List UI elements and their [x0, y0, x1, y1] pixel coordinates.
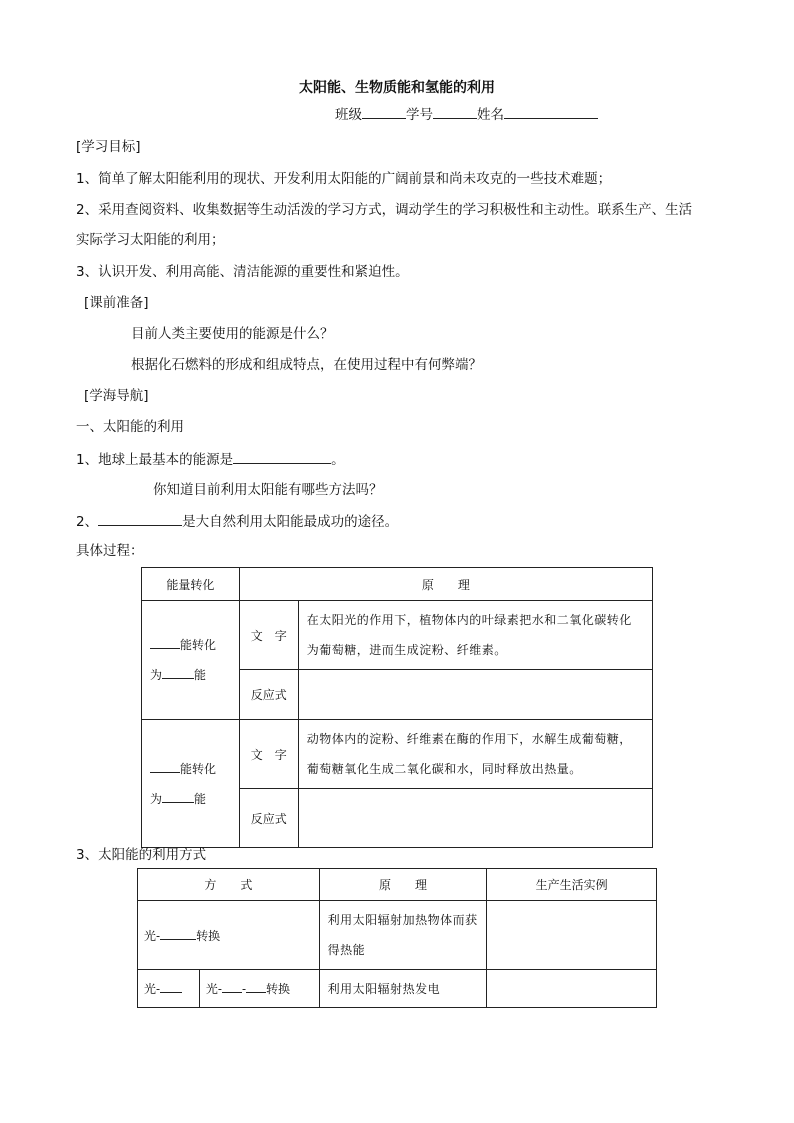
prep-heading: [课前准备]: [84, 295, 149, 311]
energy-conversion-table: [141, 567, 653, 848]
method-cell-b: 光- - 转换: [199, 970, 319, 1008]
goal-item-3: 3、认识开发、利用高能、清洁能源的重要性和紧迫性。: [76, 264, 409, 280]
principle-cell: 利用太阳辐射加热物体而获得热能: [319, 901, 487, 970]
conversion-blank[interactable]: [160, 927, 196, 940]
solar-usage-table: [137, 868, 657, 1008]
number-blank[interactable]: [433, 104, 477, 119]
energy-blank[interactable]: [162, 790, 194, 803]
energy-blank[interactable]: [162, 666, 194, 679]
conversion-blank[interactable]: [246, 980, 266, 993]
class-blank[interactable]: [362, 104, 406, 119]
goal-item-1: 1、简单了解太阳能利用的现状、开发利用太阳能的广阔前景和尚未攻克的一些技术难题；: [76, 171, 612, 187]
text-label: 文 字: [239, 720, 298, 789]
table-row: [138, 901, 657, 970]
student-info-line: [335, 104, 598, 125]
question-2: 2、 是大自然利用太阳能最成功的途径。: [76, 511, 398, 532]
goal-item-2-cont: 实际学习太阳能的利用；: [76, 232, 225, 248]
principle-cell: 利用太阳辐射热发电: [319, 970, 487, 1008]
prep-question-1: 目前人类主要使用的能源是什么？: [131, 326, 334, 342]
table-row: [142, 720, 653, 789]
photosynthesis-text: 在太阳光的作用下，植物体内的叶绿素把水和二氧化碳转化为葡萄糖，进而生成淀粉、纤维素。: [298, 601, 652, 670]
method-cell: 光- 转换: [138, 901, 320, 970]
header-principle: 原 理: [319, 869, 487, 901]
conversion-blank[interactable]: [160, 980, 182, 993]
goals-heading: [学习目标]: [76, 139, 141, 155]
equation-label: 反应式: [239, 670, 298, 720]
page-title: 太阳能、生物质能和氢能的利用: [299, 80, 495, 96]
section-1-heading: 一、太阳能的利用: [76, 419, 184, 435]
table-row: [142, 601, 653, 670]
section-3-heading: 3、太阳能的利用方式: [76, 847, 207, 863]
process-label: 具体过程：: [76, 543, 144, 559]
photosynthesis-blank[interactable]: [98, 511, 182, 526]
table-header-row: [138, 869, 657, 901]
example-cell[interactable]: [487, 901, 657, 970]
goal-item-2: 2、采用查阅资料、收集数据等生动活泼的学习方式，调动学生的学习积极性和主动性。联系生产、生活: [76, 202, 693, 218]
header-energy-conversion: 能量转化: [142, 568, 240, 601]
table-header-row: [142, 568, 653, 601]
equation-answer-cell[interactable]: [298, 670, 652, 720]
text-label: 文 字: [239, 601, 298, 670]
methods-question: 你知道目前利用太阳能有哪些方法吗？: [153, 482, 383, 498]
header-example: 生产生活实例: [487, 869, 657, 901]
basic-energy-blank[interactable]: [233, 449, 331, 464]
energy-conversion-cell-2: 能转化 为 能: [142, 720, 240, 848]
prep-question-2: 根据化石燃料的形成和组成特点，在使用过程中有何弊端？: [131, 357, 482, 373]
number-label: 学号: [406, 107, 433, 123]
conversion-blank[interactable]: [222, 980, 242, 993]
class-label: 班级: [335, 107, 362, 123]
name-blank[interactable]: [504, 104, 598, 119]
header-principle: 原 理: [239, 568, 652, 601]
respiration-text: 动物体内的淀粉、纤维素在酶的作用下，水解生成葡萄糖，葡萄糖氧化生成二氧化碳和水，同时释放出热量。: [298, 720, 652, 789]
question-1: 1、地球上最基本的能源是 。: [76, 449, 345, 470]
guide-heading: [学海导航]: [84, 388, 149, 404]
table-row: [138, 970, 657, 1008]
name-label: 姓名: [477, 107, 504, 123]
energy-blank[interactable]: [150, 760, 180, 773]
header-method: 方 式: [138, 869, 320, 901]
equation-label: 反应式: [239, 789, 298, 848]
energy-conversion-cell-1: 能转化 为 能: [142, 601, 240, 720]
method-cell-a: 光-: [138, 970, 200, 1008]
equation-answer-cell[interactable]: [298, 789, 652, 848]
example-cell[interactable]: [487, 970, 657, 1008]
energy-blank[interactable]: [150, 636, 180, 649]
